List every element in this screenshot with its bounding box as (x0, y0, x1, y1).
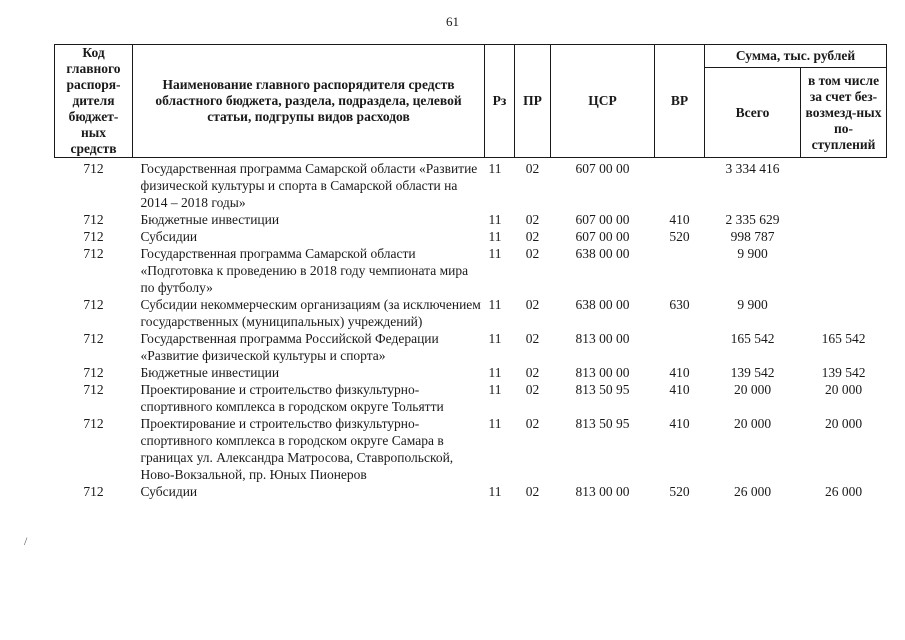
cell-including (801, 211, 887, 228)
cell-pr: 02 (525, 297, 540, 312)
cell-total: 9 900 (737, 297, 768, 312)
cell-including: 20 000 (824, 382, 863, 397)
table-row (55, 296, 887, 330)
cell-vr: 410 (669, 382, 690, 397)
cell-total: 26 000 (733, 484, 772, 499)
table-row (55, 330, 887, 364)
cell-vr: 630 (669, 297, 690, 312)
cell-total: 998 787 (730, 229, 775, 244)
header-total: Всего (705, 68, 801, 158)
cell-pr: 02 (525, 229, 540, 244)
cell-code: 712 (83, 365, 104, 380)
cell-total: 165 542 (730, 331, 775, 346)
cell-name: Бюджетные инвестиции (140, 365, 280, 380)
header-pr: ПР (515, 45, 551, 158)
cell-including (801, 228, 887, 245)
cell-pr: 02 (525, 212, 540, 227)
cell-pr: 02 (525, 246, 540, 261)
cell-including: 165 542 (821, 331, 866, 346)
cell-csr: 607 00 00 (575, 161, 630, 176)
cell-vr: 520 (669, 229, 690, 244)
header-code: Код главного распоря-дителя бюджет-ных средств (55, 45, 133, 158)
table-row (55, 483, 887, 500)
cell-code: 712 (83, 246, 104, 261)
cell-name: Субсидии (140, 229, 198, 244)
cell-csr: 813 00 00 (575, 331, 630, 346)
table-row (55, 158, 887, 212)
cell-name: Государственная программа Самарской области «Подготовка к проведению в 2018 году чемпионата мира по футболу» (140, 246, 469, 295)
cell-rz: 11 (488, 297, 502, 312)
cell-total: 20 000 (733, 382, 772, 397)
header-vr: ВР (655, 45, 705, 158)
cell-code: 712 (83, 297, 104, 312)
table-body (55, 158, 887, 501)
cell-total: 3 334 416 (725, 161, 780, 176)
cell-rz: 11 (488, 484, 502, 499)
cell-name: Субсидии (140, 484, 198, 499)
cell-rz: 11 (488, 212, 502, 227)
cell-rz: 11 (488, 365, 502, 380)
table-row (55, 228, 887, 245)
cell-vr: 410 (669, 212, 690, 227)
cell-csr: 638 00 00 (575, 297, 630, 312)
cell-csr: 813 50 95 (575, 382, 630, 397)
header-including: в том числе за счет без-возмезд-ных по-ступлений (801, 68, 887, 158)
cell-name: Государственная программа Российской Федерации «Развитие физической культуры и спорта» (140, 331, 439, 363)
cell-including: 26 000 (824, 484, 863, 499)
cell-name: Субсидии некоммерческим организациям (за исключением государственных (муниципальных) учреждений) (140, 297, 481, 329)
cell-including (801, 245, 887, 296)
cell-code: 712 (83, 382, 104, 397)
cell-code: 712 (83, 331, 104, 346)
cell-pr: 02 (525, 484, 540, 499)
cell-rz: 11 (488, 161, 502, 176)
budget-table (54, 44, 887, 500)
cell-csr: 638 00 00 (575, 246, 630, 261)
cell-vr (655, 245, 705, 296)
cell-csr: 813 00 00 (575, 484, 630, 499)
cell-csr: 813 00 00 (575, 365, 630, 380)
cell-name: Проектирование и строительство физкультурно-спортивного комплекса в городском округе Тольятти (140, 382, 444, 414)
table-row (55, 211, 887, 228)
cell-code: 712 (83, 161, 104, 176)
table-header (55, 45, 887, 158)
table-row (55, 415, 887, 483)
cell-rz: 11 (488, 416, 502, 431)
cell-pr: 02 (525, 161, 540, 176)
cell-total: 2 335 629 (725, 212, 780, 227)
cell-including: 139 542 (821, 365, 866, 380)
cell-code: 712 (83, 212, 104, 227)
cell-csr: 813 50 95 (575, 416, 630, 431)
cell-name: Государственная программа Самарской области «Развитие физической культуры и спорта в Самарской области на 2014 – 2018 годы» (140, 161, 478, 210)
header-sum-group: Сумма, тыс. рублей (705, 45, 887, 68)
header-rz: Рз (485, 45, 515, 158)
table-row (55, 381, 887, 415)
cell-csr: 607 00 00 (575, 212, 630, 227)
cell-total: 20 000 (733, 416, 772, 431)
cell-name: Бюджетные инвестиции (140, 212, 280, 227)
cell-total: 9 900 (737, 246, 768, 261)
cell-csr: 607 00 00 (575, 229, 630, 244)
cell-pr: 02 (525, 382, 540, 397)
cell-total: 139 542 (730, 365, 775, 380)
cell-pr: 02 (525, 365, 540, 380)
table-row (55, 364, 887, 381)
cell-code: 712 (83, 416, 104, 431)
header-name: Наименование главного распорядителя средств областного бюджета, раздела, подраздела, целевой статьи, подгрупы видов расходов (133, 45, 485, 158)
cell-including: 20 000 (824, 416, 863, 431)
cell-vr: 410 (669, 365, 690, 380)
page-number: 61 (446, 14, 459, 29)
scan-mark: / (24, 534, 28, 548)
cell-vr (655, 158, 705, 212)
header-csr: ЦСР (551, 45, 655, 158)
cell-vr (655, 330, 705, 364)
cell-rz: 11 (488, 331, 502, 346)
cell-rz: 11 (488, 246, 502, 261)
cell-rz: 11 (488, 382, 502, 397)
cell-rz: 11 (488, 229, 502, 244)
cell-vr: 410 (669, 416, 690, 431)
cell-code: 712 (83, 229, 104, 244)
cell-name: Проектирование и строительство физкультурно-спортивного комплекса в городском округе Самара в границах ул. Александра Матросова, Ставропольской, Ново-Вокзальной, пр. Юных Пионеров (140, 416, 454, 482)
cell-code: 712 (83, 484, 104, 499)
cell-vr: 520 (669, 484, 690, 499)
cell-pr: 02 (525, 416, 540, 431)
cell-including (801, 296, 887, 330)
table-row (55, 245, 887, 296)
cell-including (801, 158, 887, 212)
cell-pr: 02 (525, 331, 540, 346)
